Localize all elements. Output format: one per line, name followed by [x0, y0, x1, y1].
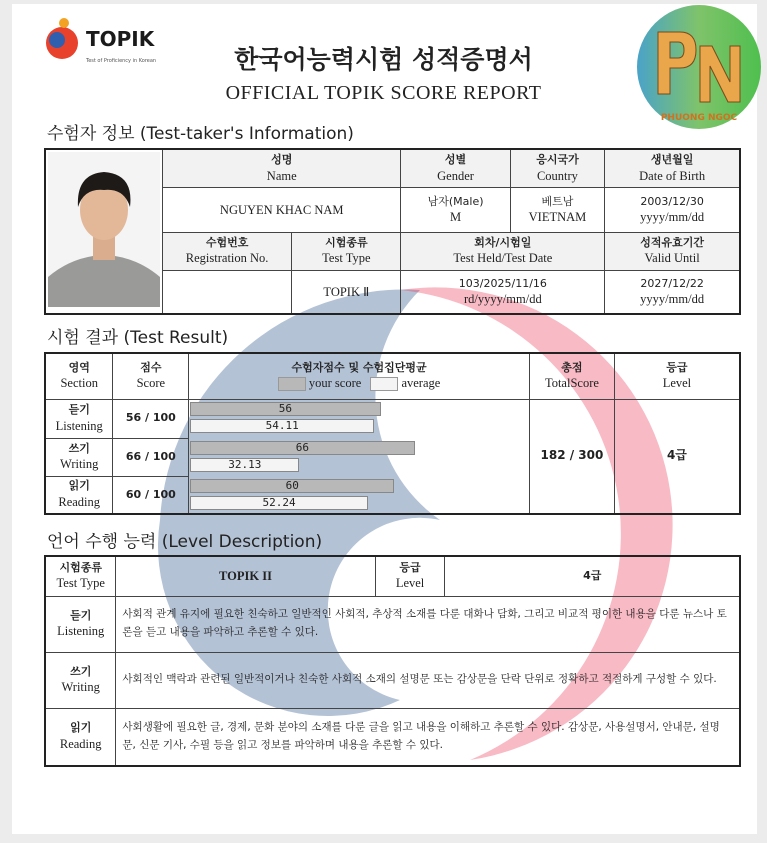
level-label-ko: 등급	[399, 560, 421, 574]
score-bars	[189, 399, 530, 514]
reg-label: Registration No.	[185, 251, 269, 266]
section-header: Section	[60, 376, 98, 391]
desc-row-reading	[45, 708, 740, 766]
legend	[189, 375, 529, 391]
name-label-ko: 성명	[271, 153, 293, 167]
section-en: Listening	[55, 418, 103, 433]
section-ko: 듣기	[68, 403, 90, 417]
valid-label: Valid Until	[644, 251, 700, 266]
desc-text: 사회적 관계 유지에 필요한 친숙하고 일반적인 사회적, 추상적 소재를 다룬 대화나 담화, 그리고 비교적 평이한 내용을 다룬 뉴스나 토론을 듣고 내용을 파악하고 추론할 수 있다.	[116, 596, 740, 652]
section-score: 60 / 100	[113, 476, 189, 514]
section-en: Writing	[60, 457, 99, 472]
country-label: Country	[536, 168, 578, 183]
held-label: Test Held/Test Date	[453, 251, 553, 266]
legend-your: your score	[308, 376, 362, 391]
name-label: Name	[266, 168, 297, 183]
valid-value: 2027/12/22	[640, 276, 704, 290]
country-value-ko: 베트남	[541, 194, 574, 208]
test-result-table	[44, 352, 741, 515]
level-header: Level	[662, 376, 692, 391]
legend-your-swatch	[278, 377, 306, 391]
title-english: OFFICIAL TOPIK SCORE REPORT	[225, 82, 542, 104]
level-value: 4급	[445, 556, 740, 596]
section-en: Listening	[57, 624, 105, 639]
level-header-ko: 등급	[666, 360, 688, 374]
section-en: Reading	[58, 494, 101, 509]
test-taker-photo	[48, 152, 160, 307]
dob-label: Date of Birth	[639, 168, 706, 183]
country-value: VIETNAM	[528, 209, 587, 224]
desc-row-writing	[45, 652, 740, 708]
legend-avg-swatch	[370, 377, 398, 391]
type-value: TOPIK Ⅱ	[292, 271, 401, 315]
total-header: TotalScore	[544, 376, 599, 391]
your-score-bar: 66	[190, 441, 414, 455]
type-label-ko: 시험종류	[325, 236, 368, 250]
name-value: NGUYEN KHAC NAM	[163, 188, 401, 233]
level-heading: 언어 수행 능력 (Level Description)	[47, 532, 323, 552]
result-heading: 시험 결과 (Test Result)	[47, 328, 229, 348]
gender-value: 남자(Male)	[427, 194, 484, 208]
your-score-bar: 56	[190, 402, 380, 416]
dob-format: yyyy/mm/dd	[640, 209, 705, 224]
topik-logo-text: TOPIK	[86, 27, 155, 51]
legend-avg: average	[401, 376, 441, 391]
your-score-bar: 60	[190, 479, 394, 493]
total-header-ko: 총점	[561, 360, 583, 374]
desc-text: 사회적인 맥락과 관련된 일반적이거나 친숙한 사회적 소재의 설명문 또는 감상문을 단락 단위로 정확하고 적절하게 구성할 수 있다.	[116, 652, 740, 708]
test-taker-info-table	[44, 148, 741, 315]
chart-header: 수험자점수 및 수험집단평균	[291, 360, 427, 374]
gender-label: Gender	[437, 168, 474, 183]
section-score: 56 / 100	[113, 399, 189, 438]
section-ko: 쓰기	[68, 441, 90, 455]
reg-value	[163, 271, 292, 315]
country-label-ko: 응시국가	[536, 153, 579, 167]
section-ko: 쓰기	[70, 664, 92, 678]
gender-code: M	[449, 209, 462, 224]
title-korean: 한국어능력시험 성적증명서	[234, 45, 533, 74]
held-format: rd/yyyy/mm/dd	[463, 292, 542, 307]
score-header: Score	[136, 376, 166, 391]
level-label: Level	[395, 576, 425, 591]
desc-row-listening	[45, 596, 740, 652]
level-description-table	[44, 555, 741, 767]
section-ko: 읽기	[68, 479, 90, 493]
average-bar: 52.24	[190, 496, 368, 510]
section-ko: 듣기	[70, 608, 92, 622]
result-row-listening	[45, 399, 740, 438]
average-bar: 54.11	[190, 419, 374, 433]
section-header-ko: 영역	[68, 360, 90, 374]
type-label-ko: 시험종류	[59, 560, 102, 574]
reg-label-ko: 수험번호	[205, 236, 249, 250]
total-score: 182 / 300	[529, 399, 614, 514]
partner-logo-text: PHUONG NGOC	[660, 113, 738, 123]
held-label-ko: 회차/시험일	[474, 236, 532, 250]
average-bar: 32.13	[190, 458, 299, 472]
topik-logo-subtitle: Test of Proficiency in Korean	[86, 58, 157, 64]
level-value: 4급	[614, 399, 740, 514]
score-header-ko: 점수	[140, 360, 162, 374]
dob-value: 2003/12/30	[640, 194, 704, 208]
info-heading: 수험자 정보 (Test-taker's Information)	[47, 124, 354, 144]
held-value: 103/2025/11/16	[458, 276, 547, 290]
desc-text: 사회생활에 필요한 글, 경제, 문화 분야의 소재를 다룬 글을 읽고 내용을 이해하고 추론할 수 있다. 감상문, 사용설명서, 안내문, 설명문, 신문 기사, 수필 등을 읽고 정보를 파악하며 내용을 추론할 수 있다.	[116, 708, 740, 766]
type-value: TOPIK II	[116, 556, 375, 596]
valid-label-ko: 성적유효기간	[640, 236, 704, 250]
type-label: Test Type	[322, 251, 371, 266]
dob-label-ko: 생년월일	[650, 153, 694, 167]
valid-format: yyyy/mm/dd	[640, 292, 705, 307]
type-label: Test Type	[56, 576, 105, 591]
section-score: 66 / 100	[113, 438, 189, 476]
section-en: Writing	[61, 680, 100, 695]
gender-label-ko: 성별	[444, 153, 467, 167]
section-ko: 읽기	[70, 721, 92, 735]
photo	[45, 149, 163, 314]
section-en: Reading	[59, 736, 102, 751]
